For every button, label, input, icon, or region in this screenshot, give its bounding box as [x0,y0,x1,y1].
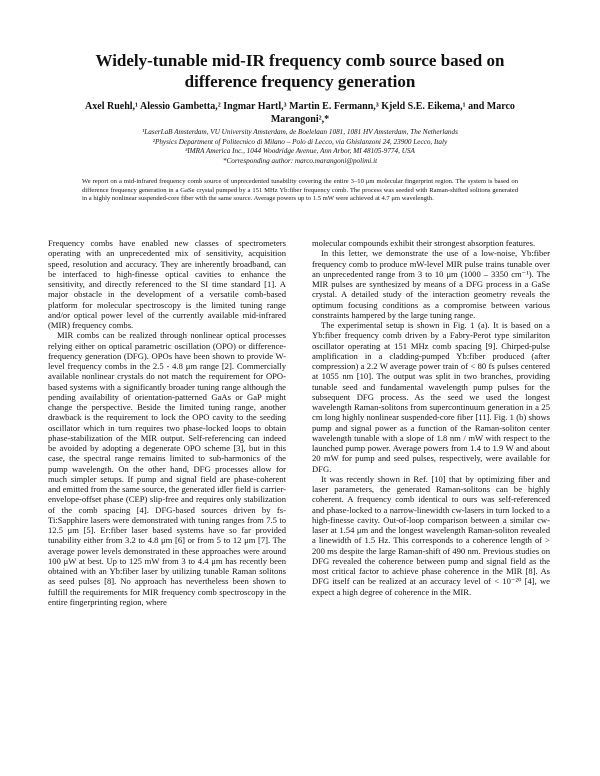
corresponding-author: *Corresponding author: marco.marangoni@polimi.it [222,156,378,165]
abstract: We report on a mid-infrared frequency comb source of unprecedented tunability covering the entire 3–10 μm molecular fingerprint region. The system is based on difference frequency generation in a GaSe crystal pumped by a 151 MHz Yb:fiber frequency comb. The process was seeded with Raman-shifted solitons generated in a highly nonlinear suspended-core fiber with the same source. Average powers up to 1.5 mW were achieved at 4.7 μm wavelength. [82,178,518,203]
affiliation-line: ¹LaserLaB Amsterdam, VU University Amsterdam, de Boelelaan 1081, 1081 HV Amsterdam, The Netherlands [142,128,458,136]
paper-title: Widely-tunable mid-IR frequency comb source based on difference frequency generation [95,51,505,91]
affiliation-line: ³IMRA America Inc., 1044 Woodridge Avenue, Ann Arbor, MI 48105-9774, USA [185,147,415,156]
body-paragraph: Frequency combs have enabled new classes of spectrometers operating with an unprecedented mix of sensitivity, acquisition speed, resolution and accuracy. They are inherently broadband, can be interfaced to high-finesse optical cavities to enhance the sensitivity, and directly referenced to the SI time standard [1]. A major obstacle in the development of a versatile comb-based platform for molecular spectroscopy is the limited tuning range and/or optical power level of the currently available mid-infrared (MIR) frequency combs. [48,238,286,330]
body-paragraph: It was recently shown in Ref. [10] that by optimizing fiber and laser parameters, the generated Raman-solitons can be highly coherent. A frequency comb identical to ours was self-referenced and phase-locked to a narrow-linewidth cw-lasers in turn locked to a high-finesse cavity. Out-of-loop comparison between a similar cw-laser at 1.54 μm and the longest wavelength Raman-soliton revealed a linewidth of 1.5 Hz. This corresponds to a coherence length of > 200 ms despite the large Raman-shift of 490 nm. Previous studies on DFG revealed the coherence between pump and signal field as the most critical factor to achieve phase coherence in the MIR [8]. As DFG itself can be realized at an accuracy level of < 10⁻²⁰ [4], we expect a high degree of coherence in the MIR. [312,473,550,597]
right-column [312,238,550,758]
affiliation-line: ²Physics Department of Politecnico di Milano – Polo di Lecco, via Ghislanzoni 24, 23900 Lecco, Italy [152,137,448,146]
author-list: Axel Ruehl,¹ Alessio Gambetta,² Ingmar Hartl,³ Martin E. Fermann,³ Kjeld S.E. Eikema,¹ and Marco Marangoni²,* [85,101,515,125]
affiliations [70,128,530,166]
left-column [48,238,286,758]
body-paragraph: In this letter, we demonstrate the use of a low-noise, Yb:fiber frequency comb to produce mW-level MIR pulse trains tunable over an unprecedented range from 3 to 10 μm (1000 – 3350 cm⁻¹). The MIR pulses are synthesized by means of a DFG process in a GaSe crystal. A detailed study of the interaction geometry reveals the optimum focusing conditions as a compromise between various constraints hampered by the large tuning range. [312,248,550,320]
body-paragraph: molecular compounds exhibit their strongest absorption features. [312,238,536,248]
body-paragraph: MIR combs can be realized through nonlinear optical processes relying either on optical parametric oscillation (OPO) or difference-frequency generation (DFG). OPOs have been shown to provide W-level frequency combs in the 2.5 - 4.8 μm range [2]. Commercially available nonlinear crystals do not match the requirement for OPO-based systems with a significantly broader tuning range although the pending availability of orientation-patterned GaAs or GaP might change the perspective. Beside the limited tuning range, another drawback is the requirement to lock the OPO cavity to the seeding oscillator which in turn requires two phase-locked loops to obtain phase-stabilization of the MIR output. Self-referencing can indeed be avoided by adopting a degenerate OPO scheme [3], but in this case, the spectral range remains limited to sub-harmonics of the pump wavelength. On the other hand, DFG processes allow for much simpler setups. If pump and signal field are phase-coherent and emitted from the same source, the generated idler field is carrier-envelope-offset phase (CEP) slip-free and requires only stabilization of the comb spacing [4]. DFG-based sources driven by fs-Ti:Sapphire lasers were demonstrated with tuning ranges from 7.5 to 12.5 μm [5]. Er:fiber laser based systems have so far provided tunability either from 3.2 to 4.8 μm [6] or from 5 to 12 μm [7]. The average power levels demonstrated in these approaches were around 100 μW at best. Up to 125 mW from 3 to 4.4 μm has recently been obtained with an Yb:fiber laser by utilizing tunable Raman solitons as seed pulses [8]. No approach has nevertheless been shown to fulfill the requirements for MIR frequency comb spectroscopy in the entire fingerprinting region, where [48,330,286,607]
body-paragraph: The experimental setup is shown in Fig. 1 (a). It is based on a Yb:fiber frequency comb driven by a Fabry-Perot type similariton oscillator operating at 151 MHz comb spacing [9]. Chirped-pulse amplification in a cladding-pumped Yb:fiber produced (after compression) a 2.2 W average power train of < 80 fs pulses centered at 1055 nm [10]. The output was split in two branches, providing tunable seed and fundamental wavelength pump pulses for the subsequent DFG process. As the seed we used the longest wavelength Raman-solitons from supercontinuum generation in a 25 cm long highly nonlinear suspended-core fiber [11]. Fig. 1 (b) shows pump and signal power as a function of the Raman-soliton center wavelength tunable with a slope of 1.8 nm / mW with respect to the launched pump power. Average powers from 1.4 to 1.9 W and about 20 mW for pump and seed pulses, respectively, were available for DFG. [312,320,550,474]
